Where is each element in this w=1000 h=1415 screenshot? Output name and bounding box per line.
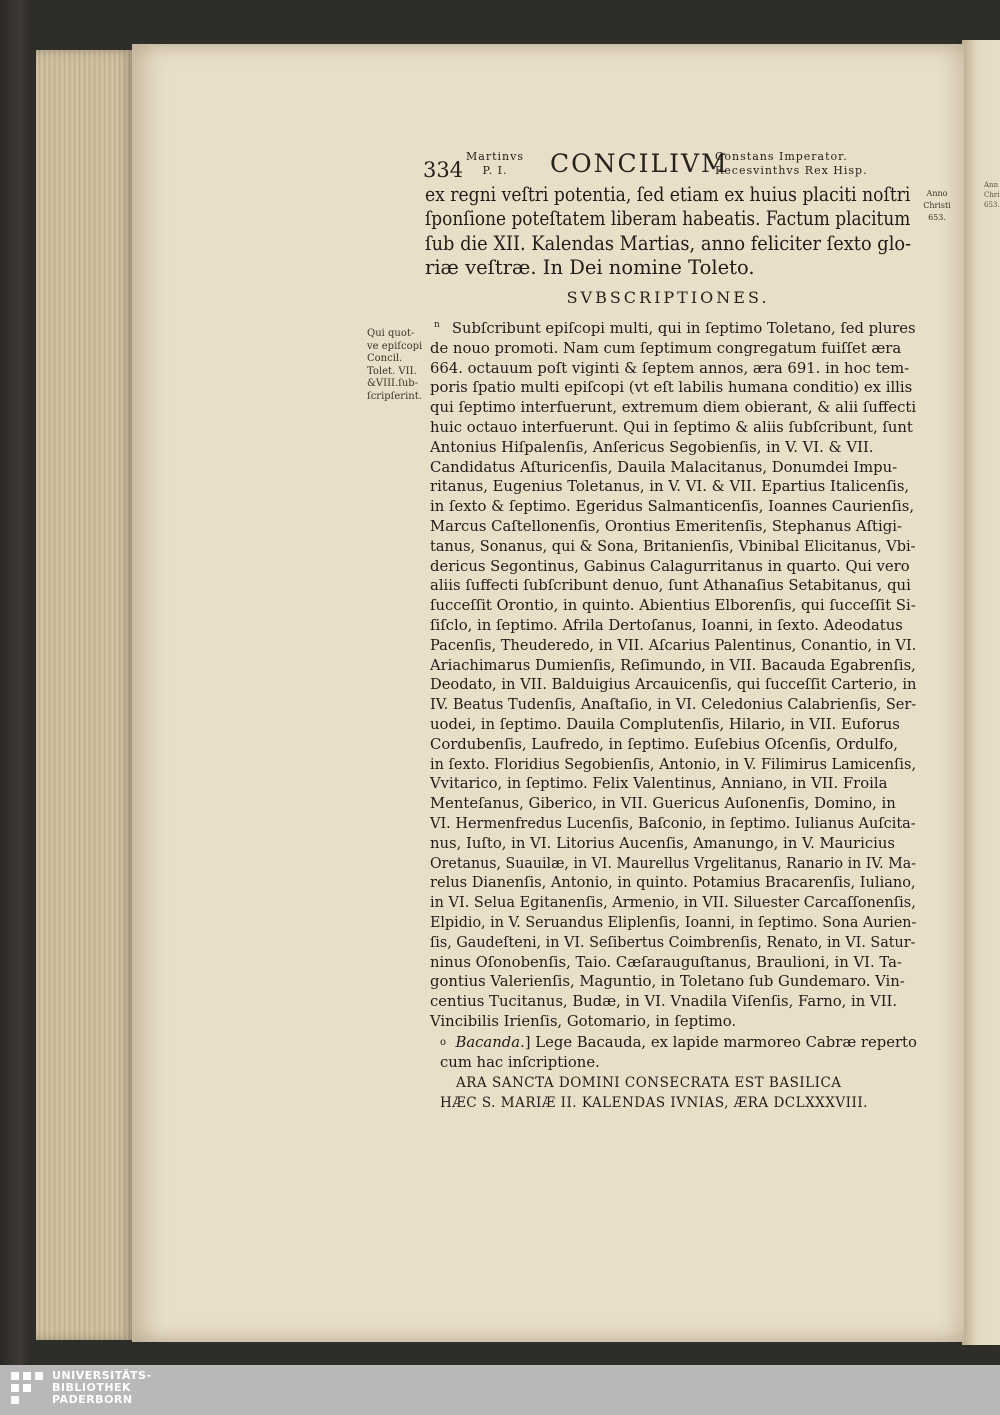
text-line: Vincibilis Irienſis, Gotomario, in ſeptimo. [430,1012,737,1030]
text-line: ritanus, Eugenius Toletanus, in V. VI. & VII. Epartius Italicenſis, [430,478,910,496]
running-head-left: Martinvs P. I. [466,150,524,177]
library-logo-icon [9,1370,45,1408]
text-line: ſponſione poteſtatem liberam habeatis. Factum placitum [425,207,911,231]
text-line: ſiſclo, in ſeptimo. Afrila Dertoſanus, Ioanni, in ſexto. Adeodatus [430,616,903,634]
running-head-title: CONCILIVM [550,149,729,178]
footnote-mark-o: o [440,1037,447,1048]
text-line: ſis, Gaudeſteni, in VI. Seſibertus Coimbrenſis, Renato, in VI. Satur- [430,933,916,951]
facing-page-edge [962,40,1000,1345]
text-line: gontius Valerienſis, Maguntio, in Toletano ſub Gundemaro. Vin- [430,973,905,991]
text-line: Menteſanus, Giberico, in VII. Guericus Auſonenſis, Domino, in [430,795,896,813]
text-line: Antonius Hiſpalenſis, Anſericus Segobienſis, in V. VI. & VII. [430,438,874,456]
margin-note-year: Anno Christi 653. [923,189,951,222]
text-line: tanus, Sonanus, qui & Sona, Britanienſis, Vbinibal Elicitanus, Vbi- [430,537,916,555]
inscription-line: ARA SANCTA DOMINI CONSECRATA EST BASILICA [456,1075,842,1091]
text-line: centius Tucitanus, Budæ, in VI. Vnadila Viſenſis, Farno, in VII. [430,993,898,1011]
text-line: uodei, in ſeptimo. Dauila Complutenſis, Hilario, in VII. Euforus [430,715,900,733]
text-line: Oretanus, Suauilæ, in VI. Maurellus Vrgelitanus, Ranario in IV. Ma- [430,854,916,872]
page-number: 334 [423,158,464,182]
facing-page-margin-note: Ann Chri 653. [984,181,1000,209]
text-line: ex regni veſtri potentia, ſed etiam ex huius placiti noſtri [425,183,911,206]
footnote-mark-n: n [434,320,440,330]
text-line: aliis ſuffecti ſubſcribunt denuo, ſunt Athanaſius Setabitanus, qui [430,577,911,595]
text-line: riæ veſtræ. In Dei nomine Toleto. [425,255,755,279]
text-line: Pacenſis, Theuderedo, in VII. Aſcarius Palentinus, Conantio, in VI. [430,636,917,654]
text-line: Elpidio, in V. Seruandus Eliplenſis, Ioanni, in ſeptimo. Sona Aurien- [430,913,917,931]
text-line: huic octauo interfuerunt. Qui in ſeptimo & aliis ſubſcribunt, ſunt [430,418,913,436]
inscription-line: HÆC S. MARIÆ II. KALENDAS IVNIAS, ÆRA DCLXXXVIII. [440,1095,868,1111]
book-fore-edge [36,50,134,1340]
footnote-lemma: Bacanda. [455,1034,525,1051]
text-line: in VI. Selua Egitanenſis, Armenio, in VII. Siluester Carcaſſonenſis, [430,894,916,912]
margin-note-subscribers: Qui quot- ve epiſcopi Concil. Tolet. VII. &VIII.ſub- ſcripſerint. [367,328,423,402]
text-line: ſub die XII. Kalendas Martias, anno feliciter ſexto glo- [425,231,912,255]
text-line: poris ſpatio multi epiſcopi (vt eſt labilis humana conditio) ex illis [430,379,913,397]
text-line: in ſexto & ſeptimo. Egeridus Salmanticenſis, Ioannes Caurienſis, [430,498,915,516]
text-block-top [425,183,911,280]
text-line: qui ſeptimo interfuerunt, extremum diem obierant, & alii ſuffecti [430,399,917,417]
text-line: Ariachimarus Dumienſis, Reſimundo, in VII. Bacauda Egabrenſis, [430,656,916,674]
text-line: de nouo promoti. Nam cum ſeptimum congregatum fuiſſet æra [430,339,902,357]
text-line: relus Dianenſis, Antonio, in quinto. Potamius Bracarenſis, Iuliano, [430,874,916,892]
text-line: Candidatus Aſturicenſis, Dauila Malacitanus, Donumdei Impu- [430,458,898,476]
footnote-text: ] Lege Bacauda, ex lapide marmoreo Cabræ reperto [524,1034,917,1051]
text-line: Subſcribunt epiſcopi multi, qui in ſeptimo Toletano, ſed plures [451,320,916,337]
footnote-line: cum hac inſcriptione. [440,1053,600,1071]
text-line: Marcus Caſtellonenſis, Orontius Emeritenſis, Stephanus Aſtigi- [430,517,902,535]
text-line: Deodato, in VII. Balduigius Arcauicenſis, qui ſucceſſit Carterio, in [430,676,917,694]
text-line: 664. octauum poſt viginti & ſeptem annos, æra 691. in hoc tem- [430,359,910,377]
text-line: ſucceſſit Orontio, in quinto. Abientius Elborenſis, qui ſucceſſit Si- [430,597,916,615]
text-line: in ſexto. Floridius Segobienſis, Antonio, in V. Filimirus Lamicenſis, [430,755,917,773]
text-line: VI. Hermenfredus Lucenſis, Baſconio, in ſeptimo. Iulianus Auſcita- [430,814,916,832]
subscriptions-text [430,319,916,1032]
footnote-bacanda [440,1033,916,1073]
footnote-line [440,1033,916,1053]
section-heading: SVBSCRIPTIONES. [566,288,770,307]
inscription-text [440,1073,916,1113]
text-line: nus, Iuſto, in VI. Litorius Aucenſis, Amanungo, in V. Mauricius [430,834,895,852]
running-head-right: Constans Imperator. Recesvinthvs Rex Hisp. [715,150,868,177]
text-line: ninus Oſonobenſis, Taio. Cæſarauguſtanus, Braulioni, in VI. Ta- [430,953,902,971]
library-name: UNIVERSITÄTS- BIBLIOTHEK PADERBORN [52,1369,152,1406]
text-line: Cordubenſis, Laufredo, in ſeptimo. Euſebius Oſcenſis, Ordulfo, [430,735,898,753]
text-line: dericus Segontinus, Gabinus Calagurritanus in quarto. Qui vero [430,557,910,575]
text-line: Vvitarico, in ſeptimo. Felix Valentinus, Anniano, in VII. Froila [430,775,888,793]
text-line: IV. Beatus Tudenſis, Anaſtaſio, in VI. Celedonius Calabrienſis, Ser- [430,696,917,714]
